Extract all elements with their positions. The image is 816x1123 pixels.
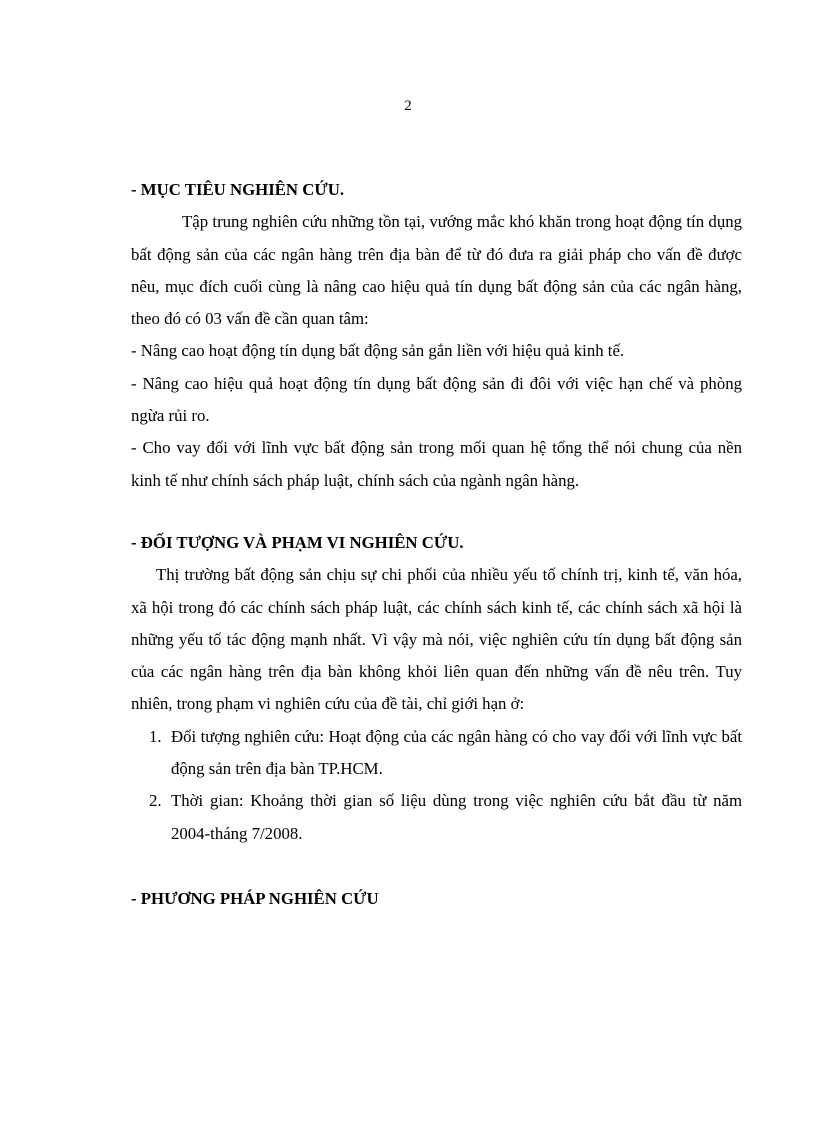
objectives-point-3: - Cho vay đối với lĩnh vực bất động sản trong mối quan hệ tổng thể nói chung của nền kinh tế như chính sách pháp luật, chính sách của ngành ngân hàng. (131, 438, 742, 490)
section-heading-scope: - ĐỐI TƯỢNG VÀ PHẠM VI NGHIÊN CỨU. (131, 532, 464, 552)
objectives-point-1: - Nâng cao hoạt động tín dụng bất động sản gắn liền với hiệu quả kinh tế. (131, 341, 625, 361)
section-heading-methods: - PHƯƠNG PHÁP NGHIÊN CỨU (131, 888, 379, 908)
page-content (131, 174, 742, 915)
section-spacer (131, 850, 742, 883)
scope-list-item-1 (131, 721, 742, 786)
objectives-point-2: - Nâng cao hiệu quả hoạt động tín dụng bất động sản đi đôi với việc hạn chế và phòng ngừa rủi ro. (131, 373, 742, 426)
list-item-text: Thời gian: Khoảng thời gian số liệu dùng trong việc nghiên cứu bắt đầu từ năm 2004-tháng 7/2008. (171, 791, 742, 843)
scope-intro-paragraph: Thị trường bất động sản chịu sự chi phối của nhiều yếu tố chính trị, kinh tế, văn hóa, xã hội trong đó các chính sách pháp luật, các chính sách kinh tế, các chính sách xã hội là những yếu tố tác động mạnh nhất. Vì vậy mà nói, việc nghiên cứu tín dụng bất động sản của các ngân hàng trên địa bàn không khỏi liên quan đến những vấn đề nêu trên. Tuy nhiên, trong phạm vi nghiên cứu của đề tài, chỉ giới hạn ở: (131, 565, 742, 714)
list-item-number: 1. (149, 726, 162, 746)
section-spacer (131, 497, 742, 527)
section-heading-objectives: - MỤC TIÊU NGHIÊN CỨU. (131, 180, 345, 199)
scope-numbered-list (131, 721, 742, 850)
objectives-intro-paragraph: Tập trung nghiên cứu những tồn tại, vướng mắc khó khăn trong hoạt động tín dụng bất động sản của các ngân hàng trên địa bàn để từ đó đưa ra giải pháp cho vấn đề được nêu, mục đích cuối cùng là nâng cao hiệu quả tín dụng bất động sản của các ngân hàng, theo đó có 03 vấn đề cần quan tâm: (131, 212, 742, 329)
scope-list-item-2 (131, 785, 742, 850)
page-number: 2 (404, 98, 412, 114)
list-item-number: 2. (149, 791, 162, 811)
list-item-text: Đối tượng nghiên cứu: Hoạt động của các ngân hàng có cho vay đối với lĩnh vực bất động sản trên địa bàn TP.HCM. (171, 726, 742, 779)
